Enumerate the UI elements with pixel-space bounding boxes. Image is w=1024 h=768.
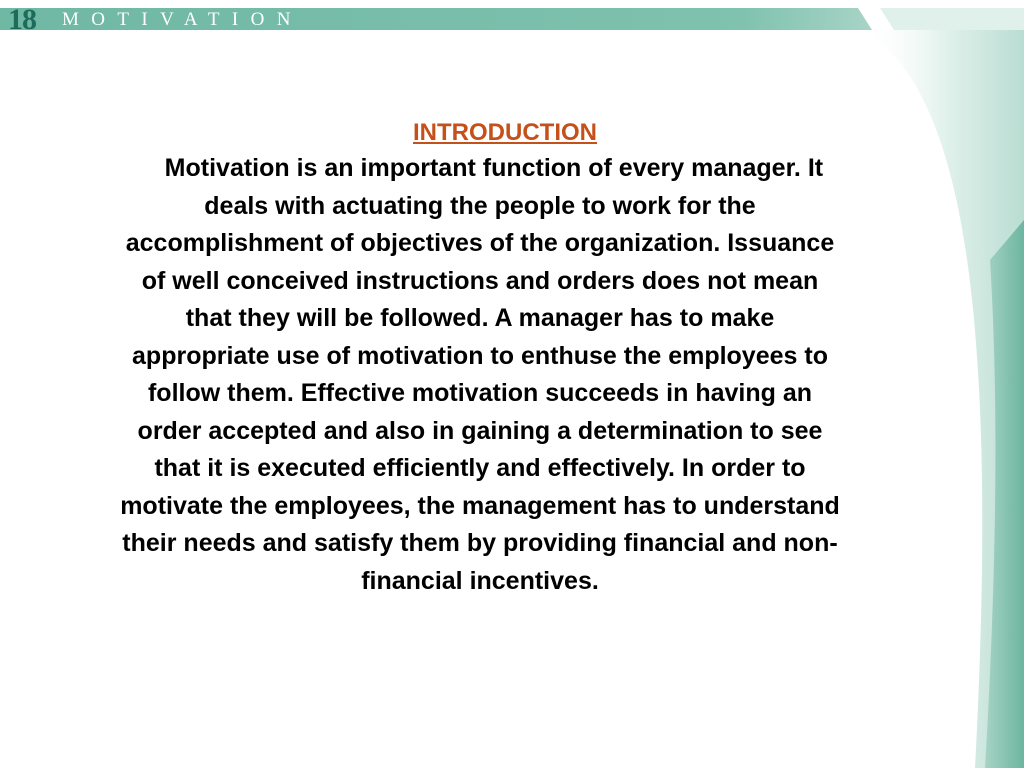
body-line: that it is executed efficiently and effectively. In order to — [154, 454, 806, 482]
body-line: appropriate use of motivation to enthuse the employees to — [132, 341, 828, 370]
body-line: deals with actuating the people to work for the — [204, 191, 756, 220]
body-line: accomplishment of objectives of the organization. Issuance — [125, 229, 835, 257]
header-title: MOTIVATION — [62, 9, 303, 30]
slide-number: 18 — [8, 3, 36, 36]
body-line: that they will be followed. A manager has to make — [185, 304, 775, 332]
body-line: motivate the employees, the management has to understand — [120, 491, 840, 520]
body-line: financial incentives. — [361, 566, 599, 595]
body-line: order accepted and also in gaining a determination to see — [137, 416, 823, 445]
body-line: of well conceived instructions and orders does not mean — [141, 266, 819, 295]
body-line: their needs and satisfy them by providing financial and non- — [122, 529, 838, 557]
body-line: follow them. Effective motivation succeeds in having an — [147, 379, 813, 407]
content-area — [20, 116, 940, 600]
body-paragraph — [20, 150, 940, 600]
body-line: Motivation is an important function of every manager. It — [136, 154, 824, 182]
section-heading: INTRODUCTION — [413, 119, 597, 146]
